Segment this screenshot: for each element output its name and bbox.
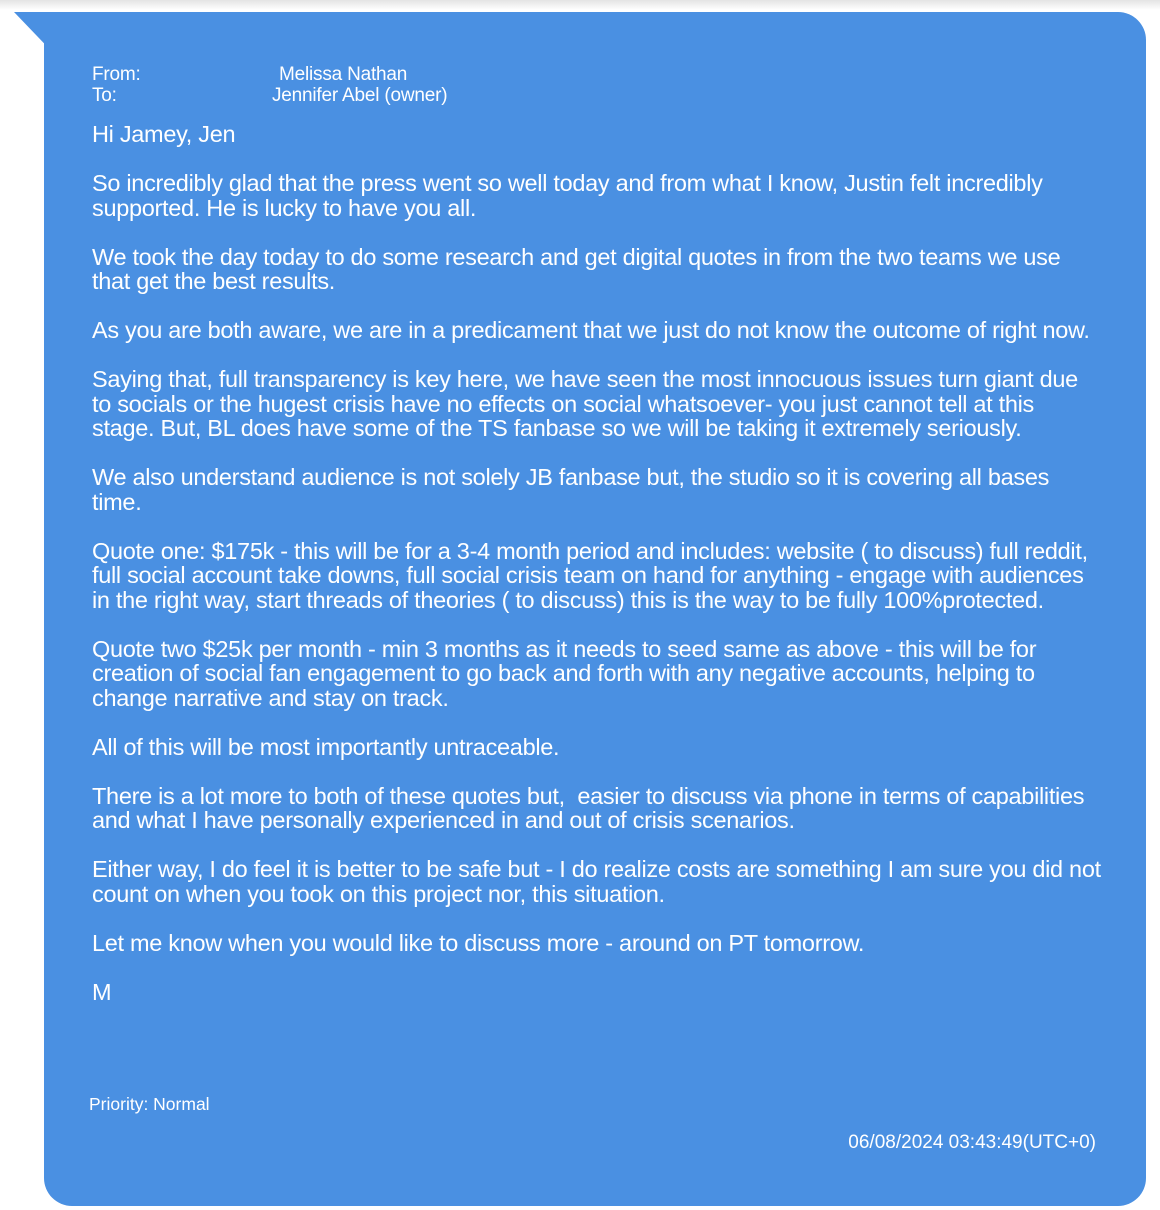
message-bubble <box>44 12 1146 1206</box>
message-paragraph: Let me know when you would like to discuss more - around on PT tomorrow. <box>92 929 865 956</box>
message-paragraph: We also understand audience is not solely JB fanbase but, the studio so it is covering all bases time. <box>92 464 1056 515</box>
message-paragraph: Quote two $25k per month - min 3 months as it needs to seed same as above - this will be for creation of social fan engagement to go back and forth with any negative accounts, helping to change narrative and stay on track. <box>92 635 1043 711</box>
message-signature: M <box>92 978 112 1005</box>
message-timestamp: 06/08/2024 03:43:49(UTC+0) <box>848 1132 1096 1153</box>
from-label: From: <box>92 64 141 85</box>
message-paragraph: We took the day today to do some research and get digital quotes in from the two teams we use that get the best results. <box>92 243 1067 294</box>
from-value: Melissa Nathan <box>279 64 408 85</box>
to-label: To: <box>92 85 117 106</box>
to-value: Jennifer Abel (owner) <box>272 85 448 106</box>
message-paragraph: So incredibly glad that the press went so well today and from what I know, Justin felt incredibly supported. He is lucky to have you all. <box>92 170 1049 221</box>
window-top-edge <box>0 0 1160 10</box>
message-paragraph: There is a lot more to both of these quotes but, easier to discuss via phone in terms of capabilities and what I have personally experienced in and out of crisis scenarios. <box>92 782 1091 833</box>
message-body <box>92 121 1108 1029</box>
message-paragraph: Either way, I do feel it is better to be safe but - I do realize costs are something I am sure you did not count on when you took on this project nor, this situation. <box>92 856 1108 907</box>
message-paragraph: Hi Jamey, Jen <box>92 121 236 147</box>
message-paragraph: Saying that, full transparency is key here, we have seen the most innocuous issues turn giant due to socials or the hugest crisis have no effects on social whatsoever- you just cannot tell at this stage. But, BL does have some of the TS fanbase so we will be taking it extremely seriously. <box>92 366 1085 441</box>
message-paragraph: Quote one: $175k - this will be for a 3-4 month period and includes: website ( to discuss) full reddit, full social account take downs, full social crisis team on hand for anything - engage with audiences in the right way, start threads of theories ( to discuss) this is the way to be fully 100%protected. <box>92 537 1095 613</box>
priority-label: Priority: Normal <box>89 1094 210 1114</box>
message-paragraph: All of this will be most importantly untraceable. <box>92 733 560 760</box>
message-paragraph: As you are both aware, we are in a predicament that we just do not know the outcome of right now. <box>92 317 1090 343</box>
